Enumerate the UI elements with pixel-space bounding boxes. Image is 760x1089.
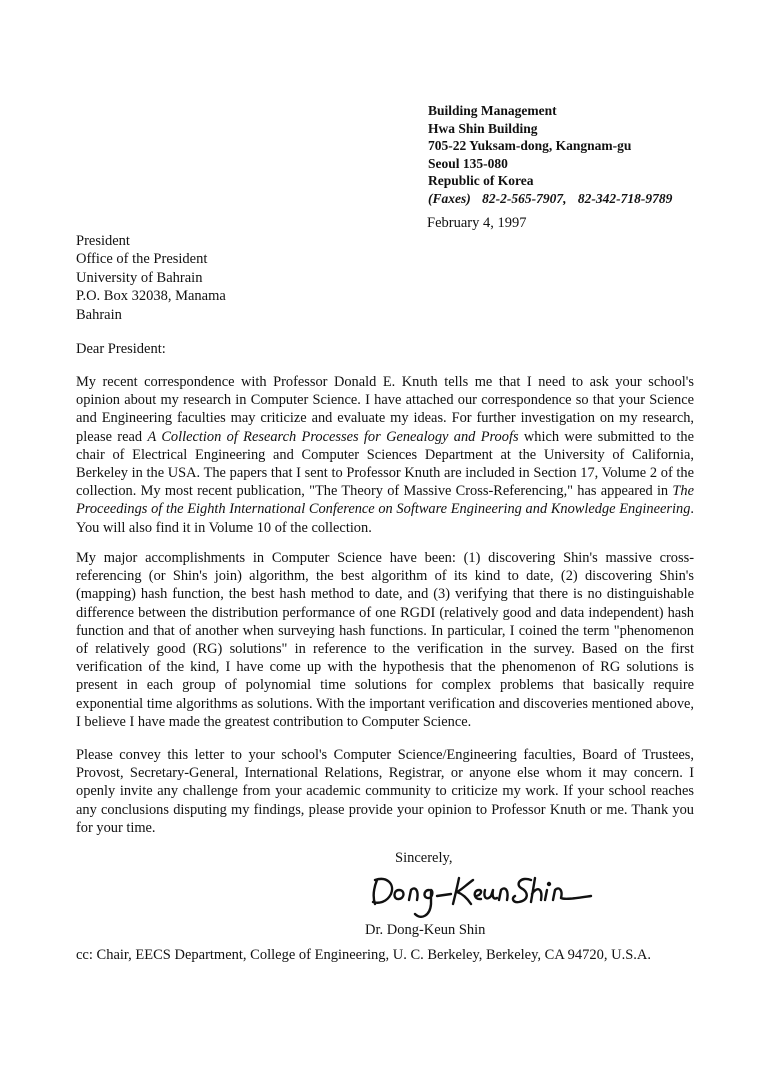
sender-fax-line <box>428 190 680 208</box>
fax-label: (Faxes) <box>428 190 471 206</box>
fax-number-1: 82-2-565-7907, <box>482 190 567 206</box>
recipient-line: Office of the President <box>76 251 208 268</box>
recipient-line: President <box>76 233 130 249</box>
cc-line: cc: Chair, EECS Department, College of Engineering, U. C. Berkeley, Berkeley, CA 94720, U.S.A. <box>76 947 652 963</box>
sender-line: Hwa Shin Building <box>428 120 538 136</box>
fax-number-2: 82-342-718-9789 <box>577 190 673 206</box>
handwritten-signature <box>365 866 595 924</box>
body-paragraph-3: Please convey this letter to your school's Computer Science/Engineering faculties, Board of Trustees, Provost, Secretary-General, International Relations, Registrar, or anyone else whom it may concern. I openly invite any challenge from your academic community to criticize my work. If your school reaches any conclusions disputing my findings, please provide your opinion to Professor Knuth or me. Thank you for your time. <box>76 747 694 836</box>
recipient-line: P.O. Box 32038, Manama <box>76 288 226 305</box>
recipient-line: University of Bahrain <box>76 269 203 286</box>
salutation: Dear President: <box>76 341 166 357</box>
sender-address-block <box>428 102 680 207</box>
closing: Sincerely, <box>395 850 453 866</box>
recipient-line: Bahrain <box>76 306 122 323</box>
body-paragraph-2: My major accomplishments in Computer Science have been: (1) discovering Shin's massive cross-referencing (or Shin's join) algorithm, the best algorithm of its kind to date, (2) discovering Shin's (mapping) hash function, the best hash method to date, and (3) verifying that there is no distinguishable difference between the distribution performance of one RGDI (relatively good and data independent) hash function and that of another when surveying hash functions. In particular, I coined the term "phenomenon of relatively good (RG) solutions" in reference to the verification in the survey. Based on the first verification of the kind, I have come up with the hypothesis that the phenomenon of RG solutions is present in each group of polynomial time solutions for complex problems that basically require exponential time algorithms as solutions. With the important verification and discoveries mentioned above, I believe I have made the greatest contribution to Computer Science. <box>76 550 694 730</box>
cited-title: A Collection of Research Processes for Genealogy and Proofs <box>147 428 519 445</box>
paragraph-text: My recent correspondence with Professor Donald E. Knuth tells me that I need to ask your school's opinion about my research in Computer Science. I have attached our correspondence so that your Science and Engineering faculties may criticize and evaluate my ideas. For further investigation on my research, please read <box>76 374 694 445</box>
recipient-address-block <box>76 232 226 324</box>
sender-line: Republic of Korea <box>428 173 534 188</box>
sender-line: Seoul 135-080 <box>428 155 508 171</box>
sender-line: 705-22 Yuksam-dong, Kangnam-gu <box>428 138 632 153</box>
signer-name: Dr. Dong-Keun Shin <box>365 922 486 938</box>
paragraph-text: which were submitted to the chair of Electrical Engineering and Computer Sciences Department at the University of California, Berkeley in the USA. The papers that I sent to Professor Knuth are included in Section 17, Volume 2 of the collection. My most recent publication, "The Theory of Massive Cross-Referencing," has appeared in <box>76 428 694 500</box>
sender-line: Building Management <box>428 103 557 118</box>
letter-date: February 4, 1997 <box>427 215 527 231</box>
paragraph-text: . You will also find it in Volume 10 of the collection. <box>76 501 694 536</box>
cited-title: The Proceedings of the Eighth International Conference on Software Engineering and Knowledge Engineering <box>76 483 694 518</box>
body-paragraph-1 <box>76 373 694 537</box>
